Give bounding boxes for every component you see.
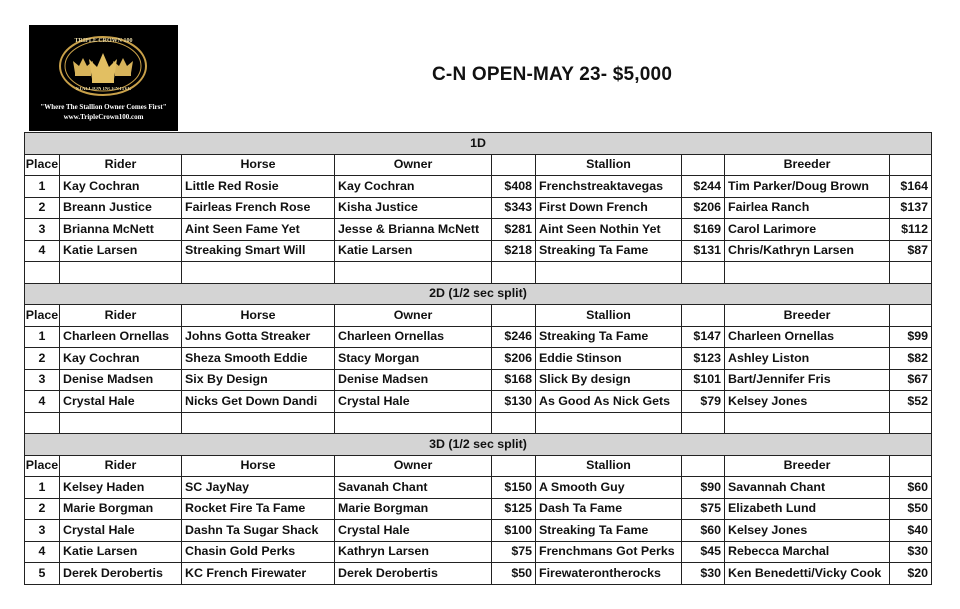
cell-breeder-amt: $82 xyxy=(890,348,932,370)
blank-cell xyxy=(725,262,890,284)
cell-place: 3 xyxy=(25,369,60,391)
cell-stallion-amt: $206 xyxy=(682,197,725,219)
cell-owner: Savanah Chant xyxy=(335,477,492,499)
section-title: 1D xyxy=(25,133,932,155)
section-header xyxy=(25,283,932,305)
cell-stallion-amt: $30 xyxy=(682,563,725,585)
logo-tagline: "Where The Stallion Owner Comes First" xyxy=(40,103,167,111)
table-row xyxy=(25,563,932,585)
cell-stallion-amt: $90 xyxy=(682,477,725,499)
cell-breeder: Chris/Kathryn Larsen xyxy=(725,240,890,262)
table-row xyxy=(25,240,932,262)
cell-stallion-amt: $131 xyxy=(682,240,725,262)
cell-stallion-amt: $244 xyxy=(682,176,725,198)
section-header xyxy=(25,434,932,456)
cell-stallion: Aint Seen Nothin Yet xyxy=(536,219,682,241)
cell-horse: Little Red Rosie xyxy=(182,176,335,198)
cell-rider: Breann Justice xyxy=(60,197,182,219)
cell-breeder: Bart/Jennifer Fris xyxy=(725,369,890,391)
cell-breeder-amt: $67 xyxy=(890,369,932,391)
cell-owner: Derek Derobertis xyxy=(335,563,492,585)
logo-website: www.TripleCrown100.com xyxy=(63,113,144,121)
cell-stallion-amt: $169 xyxy=(682,219,725,241)
cell-breeder-amt: $20 xyxy=(890,563,932,585)
cell-owner: Katie Larsen xyxy=(335,240,492,262)
blank-cell xyxy=(492,412,536,434)
cell-horse: SC JayNay xyxy=(182,477,335,499)
column-header-horse: Horse xyxy=(182,305,335,327)
cell-owner-amt: $218 xyxy=(492,240,536,262)
cell-stallion: Streaking Ta Fame xyxy=(536,520,682,542)
blank-cell xyxy=(335,412,492,434)
results-table xyxy=(24,132,932,585)
cell-rider: Charleen Ornellas xyxy=(60,326,182,348)
cell-breeder: Savannah Chant xyxy=(725,477,890,499)
cell-place: 4 xyxy=(25,240,60,262)
cell-owner-amt: $246 xyxy=(492,326,536,348)
cell-owner-amt: $130 xyxy=(492,391,536,413)
cell-place: 1 xyxy=(25,176,60,198)
blank-cell xyxy=(890,412,932,434)
column-header-rider: Rider xyxy=(60,154,182,176)
cell-horse: Nicks Get Down Dandi xyxy=(182,391,335,413)
cell-breeder: Carol Larimore xyxy=(725,219,890,241)
column-header-breeder: Breeder xyxy=(725,154,890,176)
table-row xyxy=(25,520,932,542)
cell-stallion-amt: $60 xyxy=(682,520,725,542)
cell-stallion-amt: $123 xyxy=(682,348,725,370)
cell-horse: Sheza Smooth Eddie xyxy=(182,348,335,370)
cell-rider: Kelsey Haden xyxy=(60,477,182,499)
cell-rider: Marie Borgman xyxy=(60,498,182,520)
blank-row xyxy=(25,262,932,284)
cell-owner: Crystal Hale xyxy=(335,520,492,542)
column-header-owner: Owner xyxy=(335,305,492,327)
column-header-blank xyxy=(682,305,725,327)
cell-breeder: Rebecca Marchal xyxy=(725,541,890,563)
cell-rider: Katie Larsen xyxy=(60,541,182,563)
blank-cell xyxy=(725,412,890,434)
blank-cell xyxy=(335,262,492,284)
cell-place: 2 xyxy=(25,498,60,520)
cell-breeder: Charleen Ornellas xyxy=(725,326,890,348)
cell-place: 3 xyxy=(25,520,60,542)
table-row xyxy=(25,219,932,241)
cell-horse: Dashn Ta Sugar Shack xyxy=(182,520,335,542)
column-header-blank xyxy=(890,305,932,327)
cell-breeder: Tim Parker/Doug Brown xyxy=(725,176,890,198)
cell-breeder-amt: $40 xyxy=(890,520,932,542)
cell-owner-amt: $50 xyxy=(492,563,536,585)
cell-breeder-amt: $87 xyxy=(890,240,932,262)
table-row xyxy=(25,348,932,370)
cell-owner: Stacy Morgan xyxy=(335,348,492,370)
cell-rider: Denise Madsen xyxy=(60,369,182,391)
cell-horse: Fairleas French Rose xyxy=(182,197,335,219)
column-header-row xyxy=(25,154,932,176)
column-header-horse: Horse xyxy=(182,154,335,176)
cell-rider: Kay Cochran xyxy=(60,348,182,370)
blank-cell xyxy=(536,412,682,434)
cell-breeder: Elizabeth Lund xyxy=(725,498,890,520)
column-header-owner: Owner xyxy=(335,154,492,176)
cell-stallion: Streaking Ta Fame xyxy=(536,240,682,262)
column-header-blank xyxy=(890,154,932,176)
column-header-horse: Horse xyxy=(182,455,335,477)
cell-breeder-amt: $137 xyxy=(890,197,932,219)
cell-rider: Derek Derobertis xyxy=(60,563,182,585)
blank-cell xyxy=(25,412,60,434)
section-header xyxy=(25,133,932,155)
column-header-row xyxy=(25,305,932,327)
cell-stallion-amt: $79 xyxy=(682,391,725,413)
cell-breeder-amt: $60 xyxy=(890,477,932,499)
cell-stallion-amt: $45 xyxy=(682,541,725,563)
table-row xyxy=(25,176,932,198)
cell-stallion-amt: $75 xyxy=(682,498,725,520)
column-header-blank xyxy=(682,455,725,477)
cell-horse: Chasin Gold Perks xyxy=(182,541,335,563)
cell-horse: KC French Firewater xyxy=(182,563,335,585)
cell-horse: Aint Seen Fame Yet xyxy=(182,219,335,241)
table-row xyxy=(25,477,932,499)
table-row xyxy=(25,541,932,563)
column-header-blank xyxy=(890,455,932,477)
cell-breeder-amt: $30 xyxy=(890,541,932,563)
cell-owner-amt: $168 xyxy=(492,369,536,391)
cell-owner: Kay Cochran xyxy=(335,176,492,198)
column-header-owner: Owner xyxy=(335,455,492,477)
cell-place: 3 xyxy=(25,219,60,241)
cell-horse: Rocket Fire Ta Fame xyxy=(182,498,335,520)
cell-breeder-amt: $164 xyxy=(890,176,932,198)
blank-cell xyxy=(182,412,335,434)
cell-breeder: Fairlea Ranch xyxy=(725,197,890,219)
section-title: 3D (1/2 sec split) xyxy=(25,434,932,456)
column-header-blank xyxy=(492,154,536,176)
column-header-blank xyxy=(492,305,536,327)
cell-owner-amt: $100 xyxy=(492,520,536,542)
blank-cell xyxy=(682,412,725,434)
cell-rider: Crystal Hale xyxy=(60,391,182,413)
cell-breeder-amt: $52 xyxy=(890,391,932,413)
section-title: 2D (1/2 sec split) xyxy=(25,283,932,305)
column-header-rider: Rider xyxy=(60,305,182,327)
cell-rider: Brianna McNett xyxy=(60,219,182,241)
blank-cell xyxy=(60,262,182,284)
cell-owner: Crystal Hale xyxy=(335,391,492,413)
cell-place: 5 xyxy=(25,563,60,585)
logo-bottom-text: STALLION INCENTIVE xyxy=(75,87,132,92)
cell-breeder-amt: $112 xyxy=(890,219,932,241)
cell-owner-amt: $343 xyxy=(492,197,536,219)
cell-owner-amt: $281 xyxy=(492,219,536,241)
cell-breeder: Kelsey Jones xyxy=(725,520,890,542)
cell-owner-amt: $206 xyxy=(492,348,536,370)
blank-cell xyxy=(25,262,60,284)
crown-icon xyxy=(89,53,117,83)
cell-place: 2 xyxy=(25,348,60,370)
triple-crown-logo xyxy=(29,25,178,131)
column-header-stallion: Stallion xyxy=(536,455,682,477)
column-header-blank xyxy=(682,154,725,176)
cell-stallion: A Smooth Guy xyxy=(536,477,682,499)
cell-breeder: Ashley Liston xyxy=(725,348,890,370)
cell-owner-amt: $408 xyxy=(492,176,536,198)
column-header-place: Place xyxy=(25,455,60,477)
cell-owner: Kisha Justice xyxy=(335,197,492,219)
column-header-rider: Rider xyxy=(60,455,182,477)
cell-stallion-amt: $101 xyxy=(682,369,725,391)
cell-stallion: Streaking Ta Fame xyxy=(536,326,682,348)
logo-top-text: TRIPLE CROWN 100 xyxy=(74,38,133,44)
table-row xyxy=(25,326,932,348)
column-header-breeder: Breeder xyxy=(725,305,890,327)
blank-cell xyxy=(182,262,335,284)
cell-rider: Kay Cochran xyxy=(60,176,182,198)
table-row xyxy=(25,391,932,413)
cell-owner: Charleen Ornellas xyxy=(335,326,492,348)
cell-place: 2 xyxy=(25,197,60,219)
cell-owner-amt: $125 xyxy=(492,498,536,520)
cell-owner: Denise Madsen xyxy=(335,369,492,391)
blank-cell xyxy=(60,412,182,434)
cell-owner: Kathryn Larsen xyxy=(335,541,492,563)
cell-owner-amt: $75 xyxy=(492,541,536,563)
cell-breeder-amt: $99 xyxy=(890,326,932,348)
cell-rider: Crystal Hale xyxy=(60,520,182,542)
column-header-place: Place xyxy=(25,305,60,327)
cell-place: 1 xyxy=(25,477,60,499)
table-row xyxy=(25,197,932,219)
blank-cell xyxy=(890,262,932,284)
cell-stallion-amt: $147 xyxy=(682,326,725,348)
blank-cell xyxy=(536,262,682,284)
cell-stallion: First Down French xyxy=(536,197,682,219)
cell-horse: Johns Gotta Streaker xyxy=(182,326,335,348)
cell-horse: Streaking Smart Will xyxy=(182,240,335,262)
cell-breeder-amt: $50 xyxy=(890,498,932,520)
cell-place: 1 xyxy=(25,326,60,348)
cell-owner-amt: $150 xyxy=(492,477,536,499)
cell-stallion: Frenchmans Got Perks xyxy=(536,541,682,563)
cell-stallion: Firewaterontherocks xyxy=(536,563,682,585)
blank-cell xyxy=(492,262,536,284)
blank-row xyxy=(25,412,932,434)
page-title: C-N OPEN-MAY 23- $5,000 xyxy=(432,64,673,85)
column-header-place: Place xyxy=(25,154,60,176)
cell-place: 4 xyxy=(25,541,60,563)
cell-breeder: Ken Benedetti/Vicky Cook xyxy=(725,563,890,585)
cell-rider: Katie Larsen xyxy=(60,240,182,262)
column-header-stallion: Stallion xyxy=(536,305,682,327)
column-header-blank xyxy=(492,455,536,477)
column-header-stallion: Stallion xyxy=(536,154,682,176)
column-header-row xyxy=(25,455,932,477)
cell-breeder: Kelsey Jones xyxy=(725,391,890,413)
cell-owner: Marie Borgman xyxy=(335,498,492,520)
cell-stallion: Frenchstreaktavegas xyxy=(536,176,682,198)
cell-horse: Six By Design xyxy=(182,369,335,391)
blank-cell xyxy=(682,262,725,284)
column-header-breeder: Breeder xyxy=(725,455,890,477)
cell-stallion: As Good As Nick Gets xyxy=(536,391,682,413)
cell-stallion: Dash Ta Fame xyxy=(536,498,682,520)
cell-stallion: Eddie Stinson xyxy=(536,348,682,370)
table-row xyxy=(25,369,932,391)
cell-owner: Jesse & Brianna McNett xyxy=(335,219,492,241)
cell-stallion: Slick By design xyxy=(536,369,682,391)
table-row xyxy=(25,498,932,520)
cell-place: 4 xyxy=(25,391,60,413)
